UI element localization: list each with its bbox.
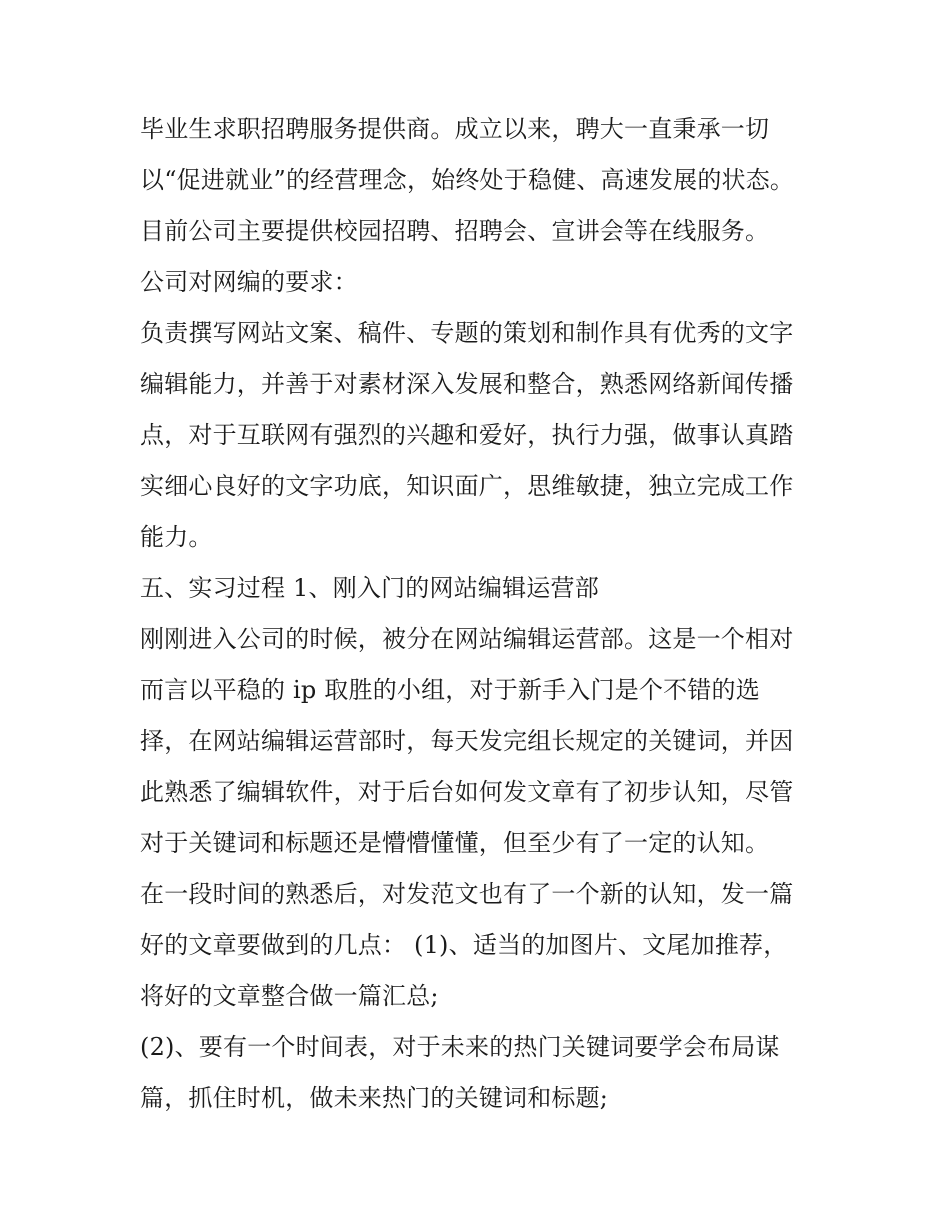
text-line: 负责撰写网站文案、稿件、专题的策划和制作具有优秀的文字 xyxy=(140,319,794,347)
text-line: 能力。 xyxy=(140,523,213,551)
text-line: 编辑能力，并善于对素材深入发展和整合，熟悉网络新闻传播 xyxy=(140,370,794,398)
text-line: 好的文章要做到的几点： (1)、适当的加图片、文尾加推荐， xyxy=(140,931,788,959)
text-line: 实细心良好的文字功底，知识面广，思维敏捷，独立完成工作 xyxy=(140,472,794,500)
document-body xyxy=(140,104,820,1124)
section-heading: 公司对网编的要求： xyxy=(140,268,358,296)
text-line: 篇，抓住时机，做未来热门的关键词和标题; xyxy=(140,1084,609,1112)
text-line: 目前公司主要提供校园招聘、招聘会、宣讲会等在线服务。 xyxy=(140,217,770,245)
text-line: 对于关键词和标题还是懵懵懂懂，但至少有了一定的认知。 xyxy=(140,829,770,857)
section-heading: 五、实习过程 1、刚入门的网站编辑运营部 xyxy=(140,574,599,602)
text-line: 此熟悉了编辑软件，对于后台如何发文章有了初步认知，尽管 xyxy=(140,778,794,806)
text-line: 而言以平稳的 ip 取胜的小组，对于新手入门是个不错的选 xyxy=(140,676,760,704)
text-line: 将好的文章整合做一篇汇总; xyxy=(140,982,439,1010)
text-line: 点，对于互联网有强烈的兴趣和爱好，执行力强，做事认真踏 xyxy=(140,421,794,449)
text-line: (2)、要有一个时间表，对于未来的热门关键词要学会布局谋 xyxy=(140,1033,780,1061)
text-line: 在一段时间的熟悉后，对发范文也有了一个新的认知，发一篇 xyxy=(140,880,794,908)
text-line: 择，在网站编辑运营部时，每天发完组长规定的关键词，并因 xyxy=(140,727,794,755)
text-line: 毕业生求职招聘服务提供商。成立以来，聘大一直秉承一切 xyxy=(140,115,770,143)
text-line: 以“促进就业”的经营理念，始终处于稳健、高速发展的状态。 xyxy=(140,166,795,194)
text-line: 刚刚进入公司的时候，被分在网站编辑运营部。这是一个相对 xyxy=(140,625,794,653)
